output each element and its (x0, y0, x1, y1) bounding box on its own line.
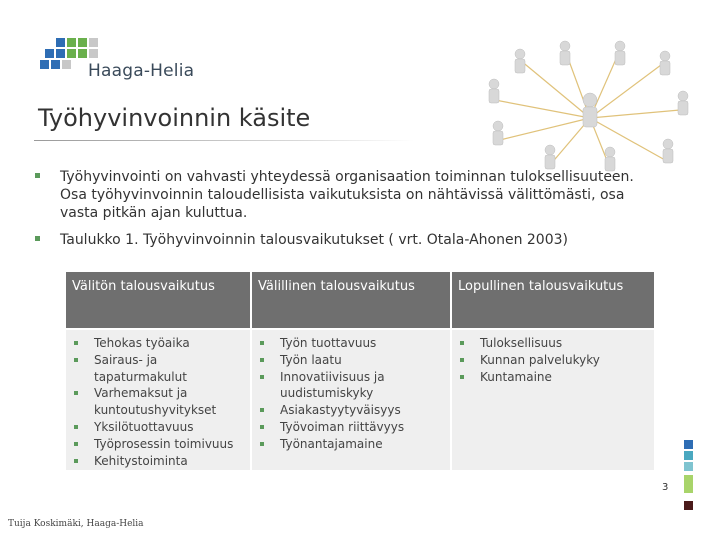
bullet-square-icon (260, 442, 264, 446)
bullet-square-icon (260, 408, 264, 412)
person-figure (515, 49, 525, 73)
table-cell (452, 330, 654, 470)
list-item: Tehokas työaika (70, 335, 246, 352)
logo-square (89, 49, 98, 58)
logo-square (62, 60, 71, 69)
decor-square (684, 501, 693, 510)
bullet-text: Taulukko 1. Työhyvinvoinnin talousvaikutukset ( vrt. Otala-Ahonen 2003) (60, 232, 568, 248)
bullet-square-icon (74, 341, 78, 345)
list-item: Tuloksellisuus (456, 335, 650, 352)
person-figure (583, 93, 597, 127)
person-figure (489, 79, 499, 103)
bullet-square-icon (74, 442, 78, 446)
logo-square (56, 49, 65, 58)
table-header: Välillinen talousvaikutus (252, 272, 450, 328)
person-figure (493, 121, 503, 145)
person-figure (663, 139, 673, 163)
list-item: Sairaus- ja tapaturmakulut (70, 352, 246, 386)
list-item: Työprosessin toimivuus (70, 436, 246, 453)
economic-effects-table (66, 272, 654, 470)
table-cell (66, 330, 250, 470)
bullet-square-icon (74, 459, 78, 463)
decor-square (684, 475, 693, 493)
logo-square (78, 38, 87, 47)
logo-square (56, 38, 65, 47)
logo-text: Haaga-Helia (88, 61, 195, 81)
slide-title: Työhyvinvoinnin käsite (38, 104, 311, 132)
list-item: Työn laatu (256, 352, 446, 369)
bullet-square-icon (260, 375, 264, 379)
table-header: Välitön talousvaikutus (66, 272, 250, 328)
page-number: 3 (662, 482, 669, 493)
list-item: Asiakastyytyväisyys (256, 402, 446, 419)
logo-square (89, 38, 98, 47)
bullet-square-icon (74, 391, 78, 395)
bullet-square-icon (260, 425, 264, 429)
logo-square (45, 49, 54, 58)
list-item: Kunnan palvelukyky (456, 352, 650, 369)
logo-square (40, 60, 49, 69)
list-item: Kehitystoiminta (70, 453, 246, 470)
bullet-square-icon (460, 358, 464, 362)
title-divider (34, 140, 414, 141)
bullet-square-icon (35, 173, 40, 178)
logo-square (51, 60, 60, 69)
person-figure (545, 145, 555, 169)
bullet-square-icon (460, 341, 464, 345)
list-item: Innovatiivisuus ja uudistumiskyky (256, 369, 446, 403)
list-item: Työn tuottavuus (256, 335, 446, 352)
bullet-square-icon (260, 358, 264, 362)
table-header: Lopullinen talousvaikutus (452, 272, 654, 328)
table-cell (252, 330, 450, 470)
people-network-illustration (480, 40, 700, 180)
list-item: Kuntamaine (456, 369, 650, 386)
person-figure (660, 51, 670, 75)
person-figure (615, 41, 625, 65)
bullet-square-icon (74, 358, 78, 362)
person-figure (678, 91, 688, 115)
list-item: Työnantajamaine (256, 436, 446, 453)
decor-square (684, 462, 693, 471)
decor-square (684, 440, 693, 449)
list-item: Yksilötuottavuus (70, 419, 246, 436)
bullet-square-icon (260, 341, 264, 345)
bullet-square-icon (35, 236, 40, 241)
decor-square (684, 451, 693, 460)
logo-square (78, 49, 87, 58)
logo-square (67, 49, 76, 58)
person-figure (560, 41, 570, 65)
bullet-square-icon (74, 425, 78, 429)
list-item: Varhemaksut ja kuntoutushyvitykset (70, 385, 246, 419)
bullet-text: Työhyvinvointi on vahvasti yhteydessä organisaation toiminnan tuloksellisuuteen. Osa työhyvinvoinnin taloudellisista vaikutuksista on nähtävissä välittömästi, osa vasta pitkän ajan kuluttua. (60, 169, 634, 221)
list-item: Työvoiman riittävyys (256, 419, 446, 436)
bullet-square-icon (460, 375, 464, 379)
logo-square (67, 38, 76, 47)
footer-author: Tuija Koskimäki, Haaga-Helia (8, 519, 144, 529)
